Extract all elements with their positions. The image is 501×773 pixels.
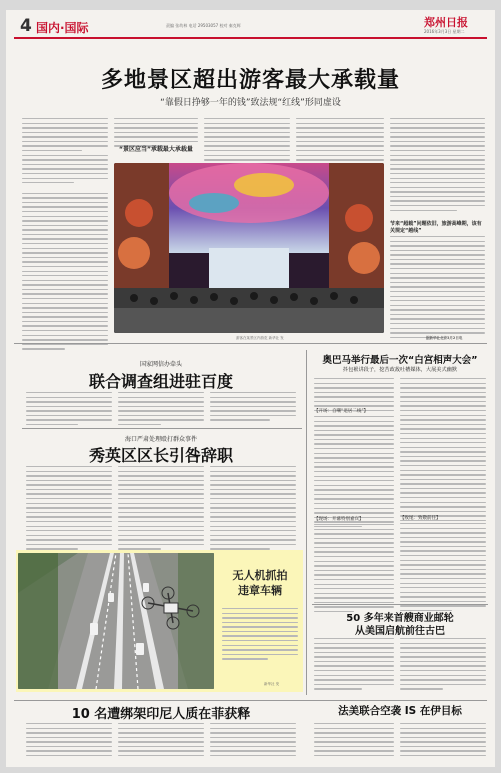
lead-column-left [22,118,108,353]
header-rule [14,37,487,39]
story4-col1b [314,416,394,530]
tourist-crowd-photo [114,163,384,333]
bottom-divider [14,700,487,701]
editor-credits: 责编 张幼林 电话 29503057 校对 秦克辉 [166,23,241,28]
lead-column-right [390,118,485,214]
story2-divider [22,428,302,429]
story2-col1 [26,392,112,429]
story4-col1c [314,524,394,616]
story4-box2: 【现场：开幕特别嘉宾】 [314,517,364,522]
story3-col3 [210,466,296,553]
lead-subheadline: “靠假日挣够一年的钱”致法规“红线”形同虚设 [160,98,341,108]
story6-headline-1: 50 多年来首艘商业邮轮 [346,613,454,624]
story2-kicker: 国家网信办牵头 [139,361,182,368]
story3-col2 [118,466,204,553]
story3-headline: 秀英区区长引咎辞职 [88,446,233,465]
page-number: 4 [20,16,32,36]
column-divider [306,350,307,695]
story3-col1 [26,466,112,553]
story6-col1 [314,638,394,693]
story7-col3 [210,723,296,760]
story8-col2 [400,723,486,760]
story7-col2 [118,723,204,760]
page-header [6,10,495,38]
drone-highway-photo [18,553,214,689]
lead-headline: 多地景区超出游客最大承载量 [100,68,400,93]
story5-credit: 新华社 发 [264,682,280,686]
story2-col2 [118,392,204,429]
story5-body [222,608,298,663]
story5-headline-1: 无人机抓拍 [232,569,288,582]
issue-date: 2016年3月3日 星期二 [424,29,465,34]
story4-divider [312,604,488,605]
lead-column-4-top [296,118,384,168]
story8-col1 [314,723,394,760]
story8-headline: 法美联合空袭 IS 在伊目标 [338,705,462,717]
story7-col1 [26,723,112,760]
story7-headline: 10 名遭绑架印尼人质在菲获释 [71,707,251,722]
story4-box1: 【开场：自嘲“退居二线”】 [314,409,369,414]
story4-box3: 【收尾：致敬前任】 [400,516,441,521]
section-title: 国内·国际 [36,21,89,35]
story4-col2 [400,378,486,525]
story4-subheadline: 抖包袱讲段子，挖苦政敌吐槽媒体，大展美式幽默 [342,367,458,373]
side-caption: 节来“超载”问题依旧，旅游高峰期，该有关规定“越线” [390,221,482,234]
story4-col2b [400,523,486,615]
lead-end-note: 据新华社北京3月2日电 [426,336,463,340]
story2-headline: 联合调查组进驻百度 [88,372,233,391]
story3-kicker: 海口严肃处理殴打群众事件 [124,436,197,443]
newspaper-logo: 郑州日报 [424,16,468,29]
story6-col2 [400,638,486,693]
lead-column-right-2 [390,236,485,341]
newspaper-page [6,10,495,767]
story6-headline-2: 从美国启航前往古巴 [355,626,445,637]
photo-kicker: “景区应当”承载最大承载量 [119,146,193,153]
story4-headline: 奥巴马举行最后一次“白宫相声大会” [322,355,478,366]
story5-headline-2: 违章车辆 [238,584,282,597]
lead-column-3-top [204,118,290,168]
story2-col3 [210,392,296,424]
lead-divider [14,343,487,344]
photo-caption: 游客在某景区内游览 新华社 发 [236,336,284,340]
